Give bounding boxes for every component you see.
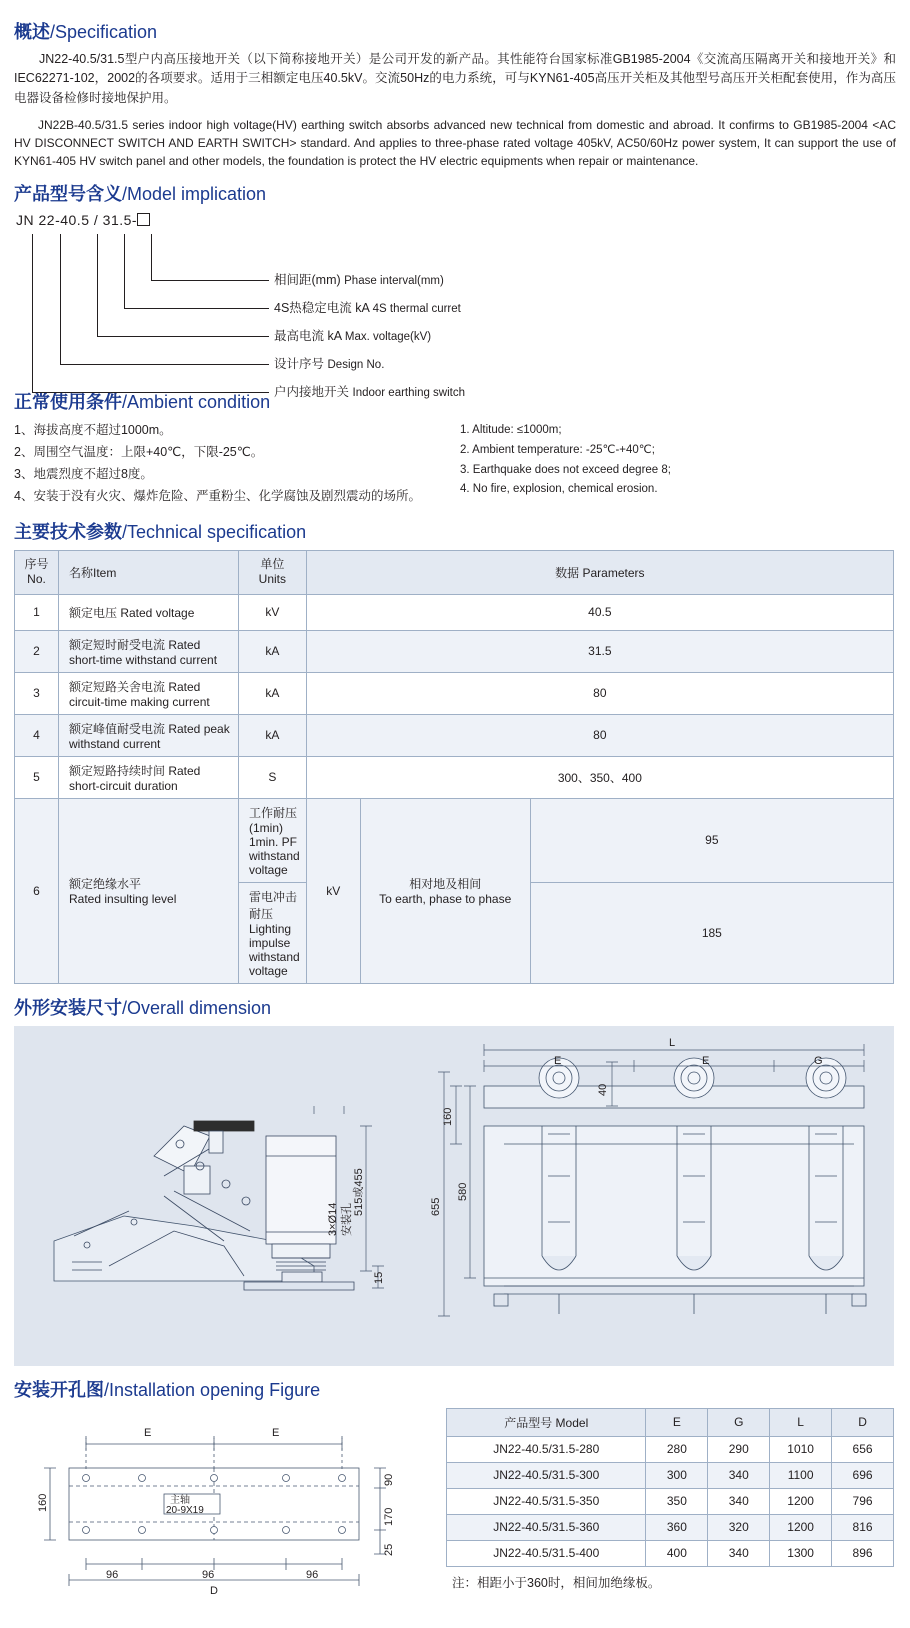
- dim-label-40: 40: [597, 1083, 609, 1096]
- cell-value-pf: 95: [530, 798, 893, 882]
- dim-label-655: 655: [430, 1197, 442, 1216]
- cell-item: 额定峰值耐受电流 Rated peak withstand current: [59, 714, 239, 756]
- models-header-model: 产品型号 Model: [447, 1408, 646, 1436]
- dim-label-580: 580: [457, 1182, 469, 1201]
- specification-paragraph-en: JN22B-40.5/31.5 series indoor high voltage(HV) earthing switch absorbs advanced new technical from domestic and abroad. It confirms to GB1985-2004 <AC HV DISCONNECT SWITCH AND EARTH SWITCH> standard. And applies to three-phase rated voltage 405kV, AC50/60Hz power system, It can support the use of KYN61-405 HV switch panel and other models, the foundation is protect the HV electric equipments when repair or maintenance.: [14, 118, 896, 169]
- dim-label-L: L: [669, 1036, 676, 1049]
- table-row: [447, 1436, 894, 1462]
- cell-no: 3: [15, 672, 59, 714]
- section-heading-technical-en: /Technical specification: [122, 521, 307, 542]
- ambient-item-cn-2: 2、周围空气温度：上限+40℃，下限-25℃。: [14, 445, 264, 459]
- table-row: [447, 1540, 894, 1566]
- overall-dimension-drawing: [14, 1026, 894, 1366]
- cell-E: 400: [646, 1540, 708, 1566]
- cell-value-impulse: 185: [530, 882, 893, 983]
- installation-row: [14, 1408, 896, 1618]
- table-row: [15, 672, 894, 714]
- header-parameters: 数据 Parameters: [306, 550, 893, 594]
- install-label-shaft-spec: 20-9X19: [166, 1504, 204, 1516]
- cell-L: 1200: [770, 1488, 832, 1514]
- dim-label-E1: E: [554, 1054, 562, 1067]
- cell-no: 6: [15, 798, 59, 983]
- dim-label-holes: 3×Ø14: [327, 1202, 339, 1236]
- leader-line-2-h: [124, 308, 269, 309]
- cell-D: 796: [832, 1488, 894, 1514]
- dim-label-E2: E: [702, 1054, 710, 1067]
- leader-line-5: [32, 234, 33, 392]
- models-header-row: [447, 1408, 894, 1436]
- install-label-96-1: 96: [106, 1568, 119, 1581]
- cell-model: JN22-40.5/31.5-280: [447, 1436, 646, 1462]
- cell-value: 80: [306, 672, 893, 714]
- cell-E: 350: [646, 1488, 708, 1514]
- ambient-item-en-1: 1. Altitude: ≤1000m;: [460, 424, 562, 437]
- model-label-max-voltage: 最高电流 kA Max. voltage(kV): [274, 329, 432, 344]
- table-row: [15, 714, 894, 756]
- specification-paragraph-cn: JN22-40.5/31.5型户内高压接地开关（以下简称接地开关）是公司开发的新产品。其性能符台国家标准GB1985-2004《交流高压隔离开关和接地开关》和IEC62271-102，2002的各项要求。适用于三相额定电压40.5kV。交流50Hz的电力系统，可与KYN61-405高压开关柜及其他型号高压开关柜配套使用，作为高压电器设备检修时接地保护用。: [14, 52, 896, 105]
- cell-item: 额定短路持续时间 Rated short-circuit duration: [59, 756, 239, 798]
- table-row: [15, 630, 894, 672]
- cell-D: 696: [832, 1462, 894, 1488]
- install-label-90: 90: [383, 1473, 395, 1486]
- ambient-item-en-2: 2. Ambient temperature: -25℃-+40℃;: [460, 443, 655, 456]
- technical-specification-table: [14, 550, 894, 984]
- cell-E: 300: [646, 1462, 708, 1488]
- cell-G: 340: [708, 1462, 770, 1488]
- models-table-wrapper: [446, 1408, 894, 1591]
- models-header-E: E: [646, 1408, 708, 1436]
- section-heading-dimension: [14, 994, 896, 1020]
- section-heading-install-en: /Installation opening Figure: [104, 1379, 321, 1400]
- dim-label-15: 15: [373, 1271, 385, 1284]
- cell-item: 额定短时耐受电流 Rated short-time withstand current: [59, 630, 239, 672]
- cell-value: 300、350、400: [306, 756, 893, 798]
- cell-unit: kA: [239, 714, 307, 756]
- cell-D: 896: [832, 1540, 894, 1566]
- ambient-item-en-4: 4. No fire, explosion, chemical erosion.: [460, 483, 658, 496]
- header-units: 单位 Units: [239, 550, 307, 594]
- leader-line-3: [97, 234, 98, 336]
- section-heading-model: [14, 180, 896, 206]
- cell-no: 1: [15, 594, 59, 630]
- table-row: [447, 1514, 894, 1540]
- cell-D: 816: [832, 1514, 894, 1540]
- cell-sub-lightning-impulse: 雷电冲击耐压 Lighting impulse withstand voltage: [239, 882, 307, 983]
- model-label-indoor-earthing-switch: 户内接地开关 Indoor earthing switch: [274, 385, 466, 400]
- section-heading-install: [14, 1376, 896, 1402]
- install-label-25: 25: [383, 1543, 395, 1556]
- cell-sub-pf-withstand: 工作耐压(1min) 1min. PF withstand voltage: [239, 798, 307, 882]
- leader-line-2: [124, 234, 125, 308]
- leader-line-3-h: [97, 336, 269, 337]
- model-label-thermal-current: 4S热稳定电流 kA 4S thermal curret: [274, 301, 461, 316]
- table-row: [15, 594, 894, 630]
- models-header-D: D: [832, 1408, 894, 1436]
- section-heading-technical: [14, 518, 896, 544]
- ambient-item-cn-3: 3、地震烈度不超过8度。: [14, 466, 153, 481]
- cell-value: 40.5: [306, 594, 893, 630]
- leader-line-4: [60, 234, 61, 364]
- section-heading-install-cn: 安装开孔图: [14, 1379, 104, 1400]
- header-no: 序号 No.: [15, 550, 59, 594]
- dim-label-holes-name: 安装孔: [341, 1202, 353, 1236]
- cell-E: 360: [646, 1514, 708, 1540]
- leader-line-1-h: [151, 280, 269, 281]
- cell-unit: kV: [239, 594, 307, 630]
- cell-unit: kV: [306, 798, 360, 983]
- cell-value: 80: [306, 714, 893, 756]
- section-heading-dimension-cn: 外形安装尺寸: [14, 997, 122, 1018]
- cell-model: JN22-40.5/31.5-360: [447, 1514, 646, 1540]
- install-label-160: 160: [37, 1493, 49, 1512]
- cell-G: 290: [708, 1436, 770, 1462]
- header-item: 名称Item: [59, 550, 239, 594]
- models-header-G: G: [708, 1408, 770, 1436]
- cell-item: 额定短路关舍电流 Rated circuit-time making current: [59, 672, 239, 714]
- cell-item-insulating-level: 额定绝缘水平 Rated insulting level: [59, 798, 239, 983]
- cell-L: 1200: [770, 1514, 832, 1540]
- section-heading-dimension-en: /Overall dimension: [122, 997, 272, 1018]
- models-table-note: 注：相距小于360时，相间加绝缘板。: [452, 1575, 661, 1590]
- section-heading-model-en: /Model implication: [122, 184, 267, 205]
- section-heading-specification: [14, 18, 896, 44]
- install-label-E1: E: [144, 1426, 152, 1439]
- ambient-conditions: [14, 420, 896, 508]
- leader-line-1: [151, 234, 152, 280]
- leader-line-4-h: [60, 364, 269, 365]
- cell-unit: S: [239, 756, 307, 798]
- table-row: [447, 1488, 894, 1514]
- model-implication-diagram: [14, 212, 896, 400]
- installation-svg: [14, 1408, 434, 1608]
- cell-G: 340: [708, 1488, 770, 1514]
- cell-G: 320: [708, 1514, 770, 1540]
- section-heading-ambient-cn: 正常使用条件: [14, 392, 122, 413]
- cell-model: JN22-40.5/31.5-400: [447, 1540, 646, 1566]
- ambient-item-cn-4: 4、安装于没有火灾、爆炸危险、严重粉尘、化学腐蚀及剧烈震动的场所。: [14, 488, 421, 503]
- cell-unit: kA: [239, 630, 307, 672]
- cell-no: 4: [15, 714, 59, 756]
- dim-label-G: G: [814, 1054, 823, 1067]
- install-label-E2: E: [272, 1426, 280, 1439]
- cell-L: 1300: [770, 1540, 832, 1566]
- cell-item: 额定电压 Rated voltage: [59, 594, 239, 630]
- install-label-shaft: 主轴: [170, 1494, 190, 1506]
- ambient-list-en: [460, 420, 896, 508]
- cell-target: 相对地及相间 To earth, phase to phase: [360, 798, 530, 983]
- table-row-insulating-1: [15, 798, 894, 882]
- model-label-design-no: 设计序号 Design No.: [274, 357, 385, 372]
- cell-D: 656: [832, 1436, 894, 1462]
- cell-unit: kA: [239, 672, 307, 714]
- models-header-L: L: [770, 1408, 832, 1436]
- leader-line-5-h: [32, 392, 269, 393]
- dimension-svg: [14, 1026, 894, 1366]
- section-heading-technical-cn: 主要技术参数: [14, 521, 122, 542]
- table-header-row: [15, 550, 894, 594]
- cell-model: JN22-40.5/31.5-300: [447, 1462, 646, 1488]
- section-heading-ambient-en: /Ambient condition: [122, 392, 271, 413]
- install-label-96-2: 96: [202, 1568, 215, 1581]
- cell-no: 2: [15, 630, 59, 672]
- ambient-list-cn: [14, 420, 450, 508]
- dim-label-160: 160: [442, 1107, 454, 1126]
- model-code-blank-box: [137, 213, 150, 226]
- cell-no: 5: [15, 756, 59, 798]
- section-heading-model-cn: 产品型号含义: [14, 184, 122, 205]
- install-label-170: 170: [383, 1507, 395, 1526]
- cell-E: 280: [646, 1436, 708, 1462]
- cell-G: 340: [708, 1540, 770, 1566]
- cell-L: 1100: [770, 1462, 832, 1488]
- cell-value: 31.5: [306, 630, 893, 672]
- installation-opening-drawing: [14, 1408, 434, 1618]
- dim-label-515: 515或455: [353, 1167, 365, 1216]
- install-label-96-3: 96: [306, 1568, 319, 1581]
- table-row: [15, 756, 894, 798]
- ambient-item-cn-1: 1、海拔高度不超过1000m。: [14, 423, 172, 438]
- install-label-D: D: [210, 1584, 218, 1597]
- table-row: [447, 1462, 894, 1488]
- ambient-item-en-3: 3. Earthquake does not exceed degree 8;: [460, 463, 671, 476]
- models-table: [446, 1408, 894, 1567]
- model-code: JN 22-40.5 / 31.5-: [16, 212, 150, 228]
- section-heading-specification-en: /Specification: [50, 22, 158, 42]
- cell-model: JN22-40.5/31.5-350: [447, 1488, 646, 1514]
- section-heading-specification-cn: 概述: [14, 22, 50, 42]
- cell-L: 1010: [770, 1436, 832, 1462]
- model-label-phase-interval: 相间距(mm) Phase interval(mm): [274, 273, 444, 288]
